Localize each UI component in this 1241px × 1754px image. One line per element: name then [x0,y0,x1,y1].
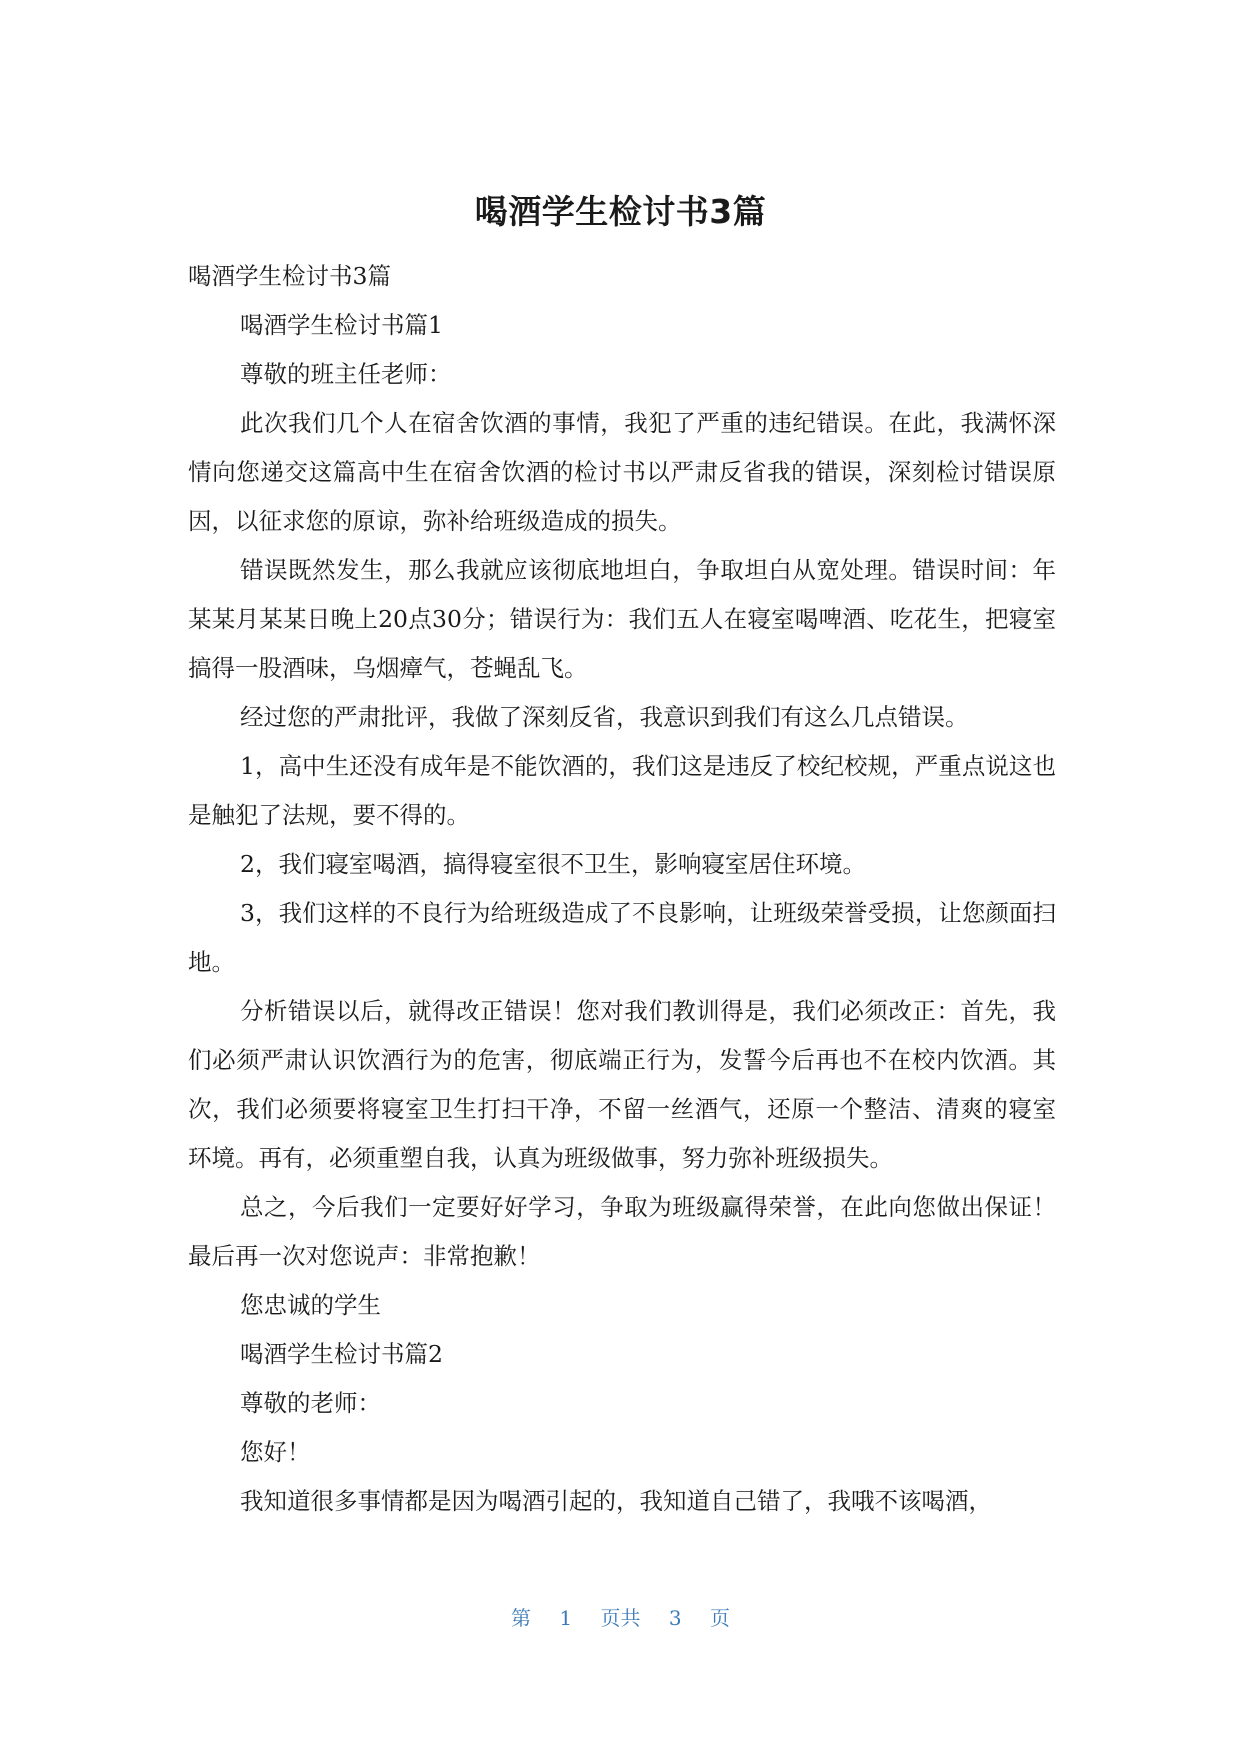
footer-prefix: 第 [511,1606,532,1630]
paragraph: 3，我们这样的不良行为给班级造成了不良影响，让班级荣誉受损，让您颜面扫地。 [188,899,1056,976]
footer-total-pages: 3 [668,1606,682,1630]
salutation: 尊敬的老师： [240,1389,381,1417]
document-body [188,252,1056,1526]
paragraph: 经过您的严肃批评，我做了深刻反省，我意识到我们有这么几点错误。 [240,703,969,731]
paragraph: 此次我们几个人在宿舍饮酒的事情，我犯了严重的违纪错误。在此，我满怀深情向您递交这篇高中生在宿舍饮酒的检讨书以严肃反省我的错误，深刻检讨错误原因，以征求您的原谅，弥补给班级造成的损失。 [188,409,1056,535]
paragraph: 分析错误以后，就得改正错误！您对我们教训得是，我们必须改正：首先，我们必须严肃认识饮酒行为的危害，彻底端正行为，发誓今后再也不在校内饮酒。其次，我们必须要将寝室卫生打扫干净，不留一丝酒气，还原一个整洁、清爽的寝室环境。再有，必须重塑自我，认真为班级做事，努力弥补班级损失。 [188,997,1056,1172]
paragraph: 总之，今后我们一定要好好学习，争取为班级赢得荣誉，在此向您做出保证！最后再一次对您说声：非常抱歉！ [188,1193,1056,1270]
paragraph: 错误既然发生，那么我就应该彻底地坦白，争取坦白从宽处理。错误时间：年某某月某某日晚上20点30分；错误行为：我们五人在寝室喝啤酒、吃花生，把寝室搞得一股酒味，乌烟瘴气，苍蝇乱飞。 [188,556,1056,682]
signature: 您忠诚的学生 [240,1291,381,1319]
salutation: 尊敬的班主任老师： [240,360,452,388]
footer-suffix: 页 [709,1606,730,1630]
section-heading-2: 喝酒学生检讨书篇2 [240,1340,443,1368]
greeting: 您好！ [240,1438,311,1466]
paragraph: 我知道很多事情都是因为喝酒引起的，我知道自己错了，我哦不该喝酒， [240,1487,992,1515]
paragraph: 2，我们寝室喝酒，搞得寝室很不卫生，影响寝室居住环境。 [240,850,866,878]
page-footer [0,1604,1241,1632]
section-heading-1: 喝酒学生检讨书篇1 [240,311,443,339]
document-subtitle: 喝酒学生检讨书3篇 [188,262,391,290]
document-title: 喝酒学生检讨书3篇 [474,192,767,231]
footer-page-number: 1 [559,1606,573,1630]
footer-middle: 页共 [600,1606,641,1630]
paragraph: 1，高中生还没有成年是不能饮酒的，我们这是违反了校纪校规，严重点说这也是触犯了法规，要不得的。 [188,752,1056,829]
